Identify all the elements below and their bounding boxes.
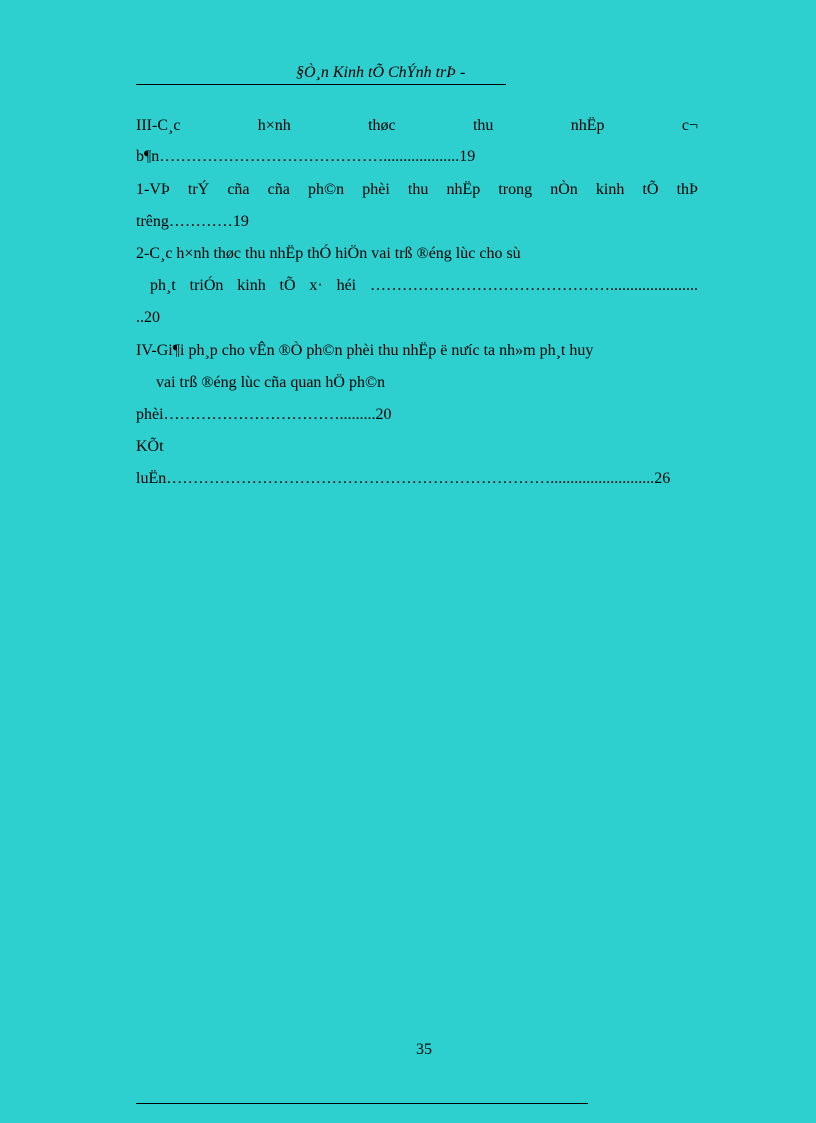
toc-word: thÞ	[676, 181, 698, 198]
toc-line-9: vai trß ®éng lùc cña quan hÖ ph©n	[156, 374, 386, 391]
toc-line-1	[136, 117, 698, 135]
toc-word: thøc	[368, 117, 396, 134]
toc-word: nhËp	[446, 181, 481, 198]
toc-line-8: IV-Gi¶i ph¸p cho vÊn ®Ò ph©n phèi thu nhËp ë nưíc ta nh»m ph¸t huy	[136, 342, 594, 359]
toc-word: h×nh	[257, 117, 291, 134]
toc-word: thu	[407, 181, 429, 198]
toc-word: thu	[472, 117, 494, 134]
toc-word: c¬	[681, 117, 698, 134]
toc-word: ph©n	[307, 181, 345, 198]
toc-word: nÒn	[550, 181, 578, 198]
toc-word: trÝ	[187, 181, 210, 198]
toc-line-2: b¶n……………………………………...................19	[136, 148, 476, 165]
toc-word: kinh	[595, 181, 625, 198]
toc-word: III-C¸c	[136, 117, 181, 134]
toc-word: triÓn	[189, 277, 224, 294]
header-rule	[136, 84, 506, 85]
toc-word: 1-VÞ	[136, 181, 170, 198]
toc-word: héi	[336, 277, 357, 294]
toc-word: phèi	[362, 181, 390, 198]
toc-word: trong	[498, 181, 533, 198]
toc-word: ph¸t	[150, 277, 176, 294]
toc-word: ………………………………………......................	[369, 277, 698, 294]
toc-line-4: trêng…………19	[136, 213, 249, 230]
toc-line-11: KÕt	[136, 438, 164, 455]
toc-word: x·	[309, 277, 323, 294]
toc-word: tÕ	[642, 181, 659, 198]
header-title: §Ò¸n Kinh tÕ ChÝnh trÞ -	[296, 64, 466, 81]
toc-line-12: luËn………………………………………………………………..........................26	[136, 470, 671, 487]
toc-word: nhËp	[570, 117, 605, 134]
page-number: 35	[416, 1041, 432, 1058]
toc-word: kinh	[237, 277, 266, 294]
toc-line-5: 2-C¸c h×nh thøc thu nhËp thÓ hiÖn vai trß ®éng lùc cho sù	[136, 245, 521, 262]
toc-word: cña	[227, 181, 250, 198]
toc-line-7: ..20	[136, 309, 160, 326]
footer-rule	[136, 1103, 588, 1104]
toc-word: tÕ	[279, 277, 296, 294]
toc-line-6	[150, 277, 698, 295]
toc-word: cña	[267, 181, 290, 198]
toc-line-10: phèi…………………………….........20	[136, 406, 392, 423]
toc-line-3	[136, 181, 698, 199]
